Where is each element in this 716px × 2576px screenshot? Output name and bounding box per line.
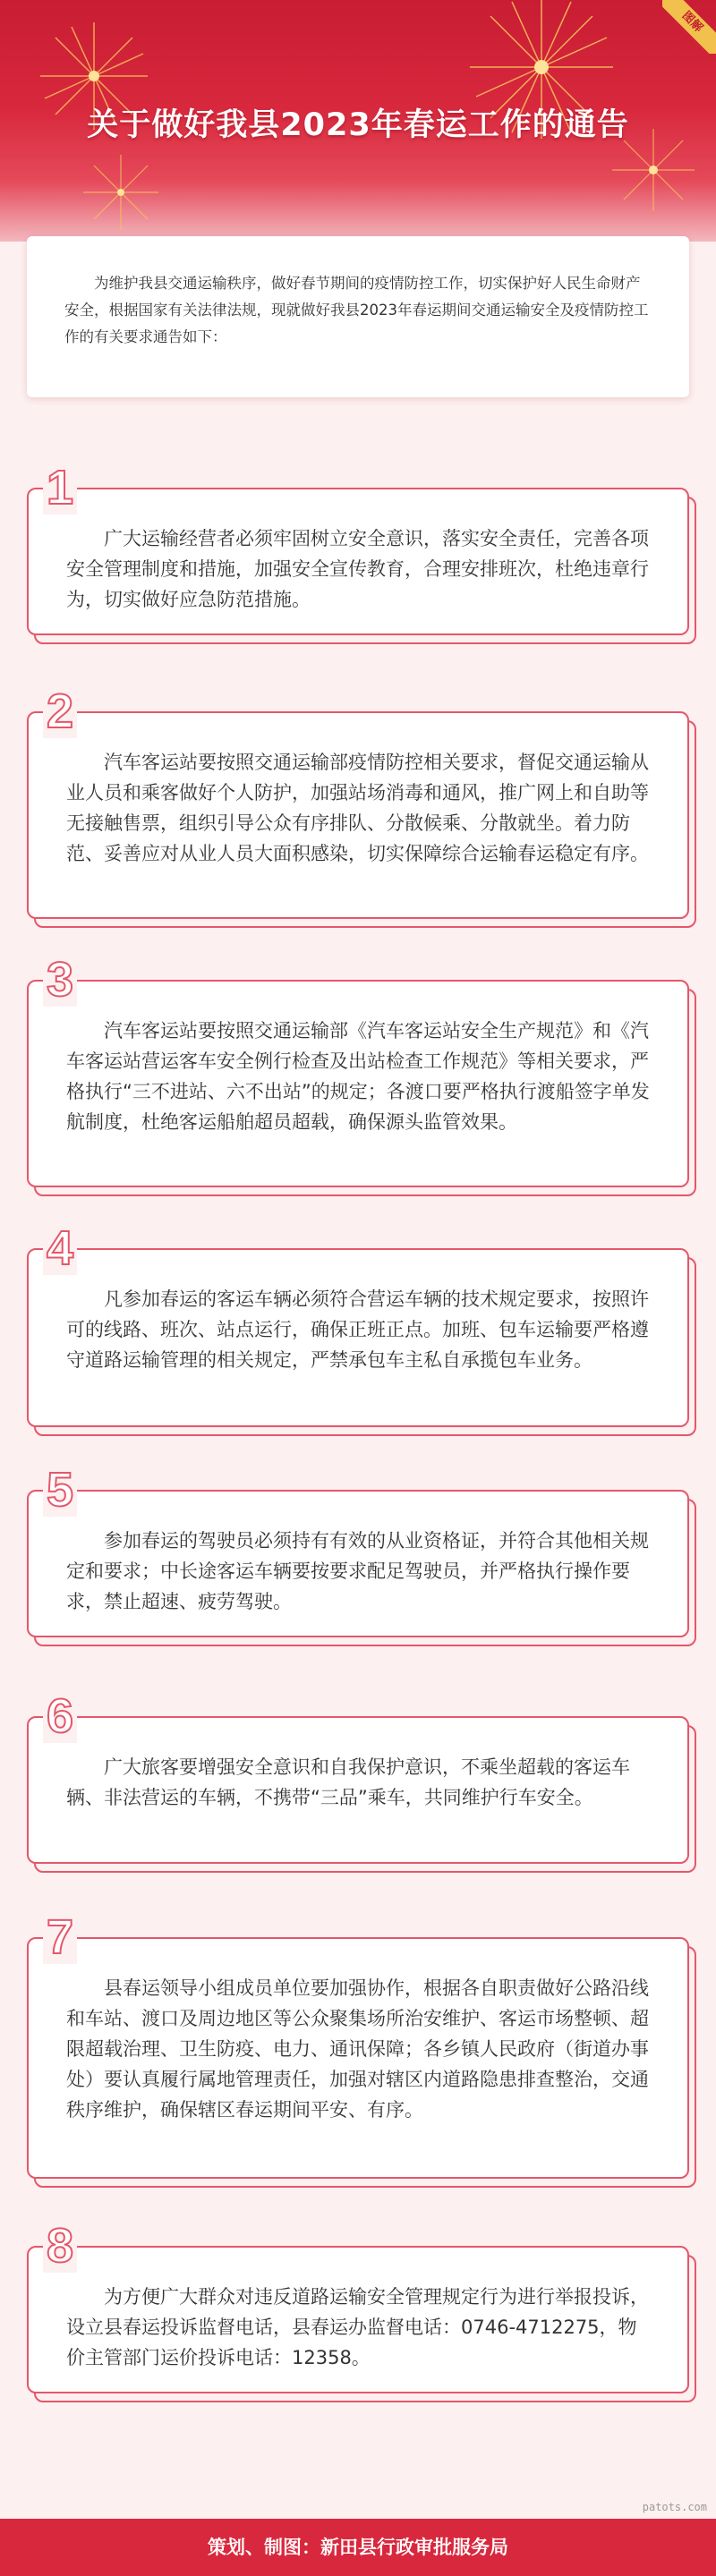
section-card-7 (27, 1910, 689, 2179)
ribbon-label: 图解 (662, 0, 716, 54)
section-card-4 (27, 1221, 689, 1427)
section-text: 广大运输经营者必须牢固树立安全意识，落实安全责任，完善各项安全管理制度和措施，加强安全宣传教育，合理安排班次，杜绝违章行为，切实做好应急防范措施。 (66, 528, 649, 610)
section-number: 6 (43, 1689, 77, 1743)
page-title: 关于做好我县2023年春运工作的通告 (87, 107, 629, 143)
section-number: 1 (43, 461, 77, 514)
intro-paragraph: 为维护我县交通运输秩序，做好春节期间的疫情防控工作，切实保护好人民生命财产安全，根据国家有关法律法规，现就做好我县2023年春运期间交通运输安全及疫情防控工作的有关要求通告如下： (27, 236, 689, 397)
section-card-3 (27, 953, 689, 1187)
section-text: 汽车客运站要按照交通运输部《汽车客运站安全生产规范》和《汽车客运站营运客车安全例行检查及出站检查工作规范》等相关要求，严格执行“三不进站、六不出站”的规定；各渡口要严格执行渡船签字单发航制度，杜绝客运船舶超员超载，确保源头监管效果。 (66, 1020, 650, 1133)
section-number: 7 (43, 1910, 77, 1964)
section-card-5 (27, 1463, 689, 1637)
section-number: 3 (43, 953, 77, 1007)
section-text: 广大旅客要增强安全意识和自我保护意识，不乘坐超载的客运车辆、非法营运的车辆，不携带“三品”乘车，共同维护行车安全。 (66, 1756, 630, 1808)
section-card-2 (27, 684, 689, 919)
section-number: 5 (43, 1463, 77, 1517)
footer-credit: 策划、制图：新田县行政审批服务局 (0, 2519, 716, 2576)
section-number: 4 (43, 1221, 77, 1275)
section-text: 为方便广大群众对违反道路运输安全管理规定行为进行举报投诉，设立县春运投诉监督电话，县春运办监督电话：0746-4712275，物价主管部门运价投诉电话：12358。 (66, 2286, 649, 2368)
section-card-1 (27, 461, 689, 635)
section-text: 县春运领导小组成员单位要加强协作，根据各自职责做好公路沿线和车站、渡口及周边地区等公众聚集场所治安维护、客运市场整顿、超限超载治理、卫生防疫、电力、通讯保障；各乡镇人民政府（街道办事处）要认真履行属地管理责任，加强对辖区内道路隐患排查整治，交通秩序维护，确保辖区春运期间平安、有序。 (66, 1977, 649, 2121)
header-banner (0, 0, 716, 242)
section-card-8 (27, 2219, 689, 2393)
section-text: 汽车客运站要按照交通运输部疫情防控相关要求，督促交通运输从业人员和乘客做好个人防护，加强站场消毒和通风，推广网上和自助等无接触售票，组织引导公众有序排队、分散候乘、分散就坐。着力防范、妥善应对从业人员大面积感染，切实保障综合运输春运稳定有序。 (66, 752, 649, 864)
section-text: 凡参加春运的客运车辆必须符合营运车辆的技术规定要求，按照许可的线路、班次、站点运行，确保正班正点。加班、包车运输要严格遵守道路运输管理的相关规定，严禁承包车主私自承揽包车业务。 (66, 1288, 649, 1371)
section-number: 2 (43, 684, 77, 738)
firework-icon (81, 152, 161, 233)
section-text: 参加春运的驾驶员必须持有有效的从业资格证，并符合其他相关规定和要求；中长途客运车辆要按要求配足驾驶员，并严格执行操作要求，禁止超速、疲劳驾驶。 (66, 1530, 649, 1612)
section-card-6 (27, 1689, 689, 1864)
watermark: patots.com (642, 2501, 707, 2513)
corner-ribbon (662, 0, 716, 54)
section-number: 8 (43, 2219, 77, 2273)
